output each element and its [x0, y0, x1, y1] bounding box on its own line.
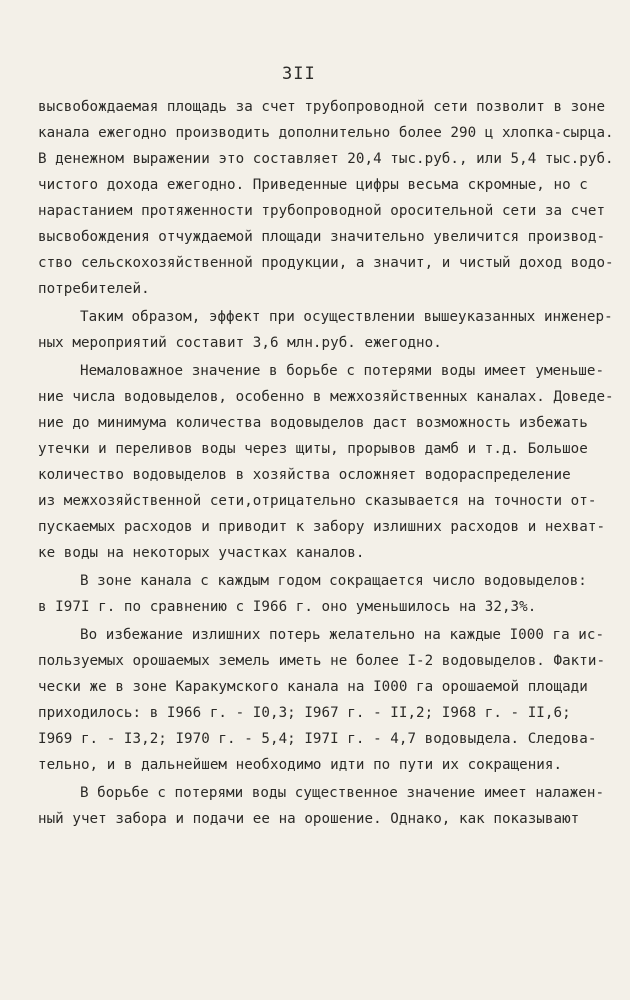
- text-line: пускаемых расходов и приводит к забору излишних расходов и нехват-: [38, 519, 606, 535]
- paragraph-start-line: В борьбе с потерями воды существенное значение имеет налажен-: [80, 785, 605, 801]
- text-line: В денежном выражении это составляет 20,4 тыс.руб., или 5,4 тыс.руб.: [38, 151, 614, 167]
- text-line: ный учет забора и подачи ее на орошение. Однако, как показывают: [38, 811, 580, 827]
- text-line: ние числа водовыделов, особенно в межхозяйственных каналах. Доведе-: [38, 389, 614, 405]
- text-line: в I97I г. по сравнению с I966 г. оно уменьшилось на 32,3%.: [38, 599, 537, 615]
- text-line: приходилось: в I966 г. - I0,3; I967 г. - II,2; I968 г. - II,6;: [38, 705, 571, 721]
- text-line: пользуемых орошаемых земель иметь не более I-2 водовыделов. Факти-: [38, 653, 606, 669]
- paragraph-start-line: Во избежание излишних потерь желательно на каждые I000 га ис-: [80, 627, 605, 643]
- text-line: высвобождения отчуждаемой площади значительно увеличится производ-: [38, 229, 606, 245]
- page-number: 3II: [282, 64, 316, 84]
- text-line: тельно, и в дальнейшем необходимо идти по пути их сокращения.: [38, 757, 563, 773]
- text-line: ке воды на некоторых участках каналов.: [38, 545, 365, 561]
- text-line: чистого дохода ежегодно. Приведенные цифры весьма скромные, но с: [38, 177, 588, 193]
- text-line: канала ежегодно производить дополнительно более 290 ц хлопка-сырца.: [38, 125, 614, 141]
- text-line: утечки и переливов воды через щиты, прорывов дамб и т.д. Большое: [38, 441, 588, 457]
- text-line: нарастанием протяженности трубопроводной оросительной сети за счет: [38, 203, 606, 219]
- text-line: высвобождаемая площадь за счет трубопроводной сети позволит в зоне: [38, 99, 606, 115]
- text-line: ние до минимума количества водовыделов даст возможность избежать: [38, 415, 588, 431]
- text-line: потребителей.: [38, 281, 150, 297]
- text-line: из межхозяйственной сети,отрицательно сказывается на точности от-: [38, 493, 597, 509]
- paragraph-start-line: В зоне канала с каждым годом сокращается число водовыделов:: [80, 573, 587, 589]
- text-line: I969 г. - I3,2; I970 г. - 5,4; I97I г. - 4,7 водовыдела. Следова-: [38, 731, 597, 747]
- text-line: ство сельскохозяйственной продукции, а значит, и чистый доход водо-: [38, 255, 614, 271]
- text-line: количество водовыделов в хозяйства осложняет водораспределение: [38, 467, 571, 483]
- paragraph-start-line: Таким образом, эффект при осуществлении вышеуказанных инженер-: [80, 309, 613, 325]
- text-line: чески же в зоне Каракумского канала на I000 га орошаемой площади: [38, 679, 588, 695]
- paragraph-start-line: Немаловажное значение в борьбе с потерями воды имеет уменьше-: [80, 363, 605, 379]
- text-line: ных мероприятий составит 3,6 млн.руб. ежегодно.: [38, 335, 442, 351]
